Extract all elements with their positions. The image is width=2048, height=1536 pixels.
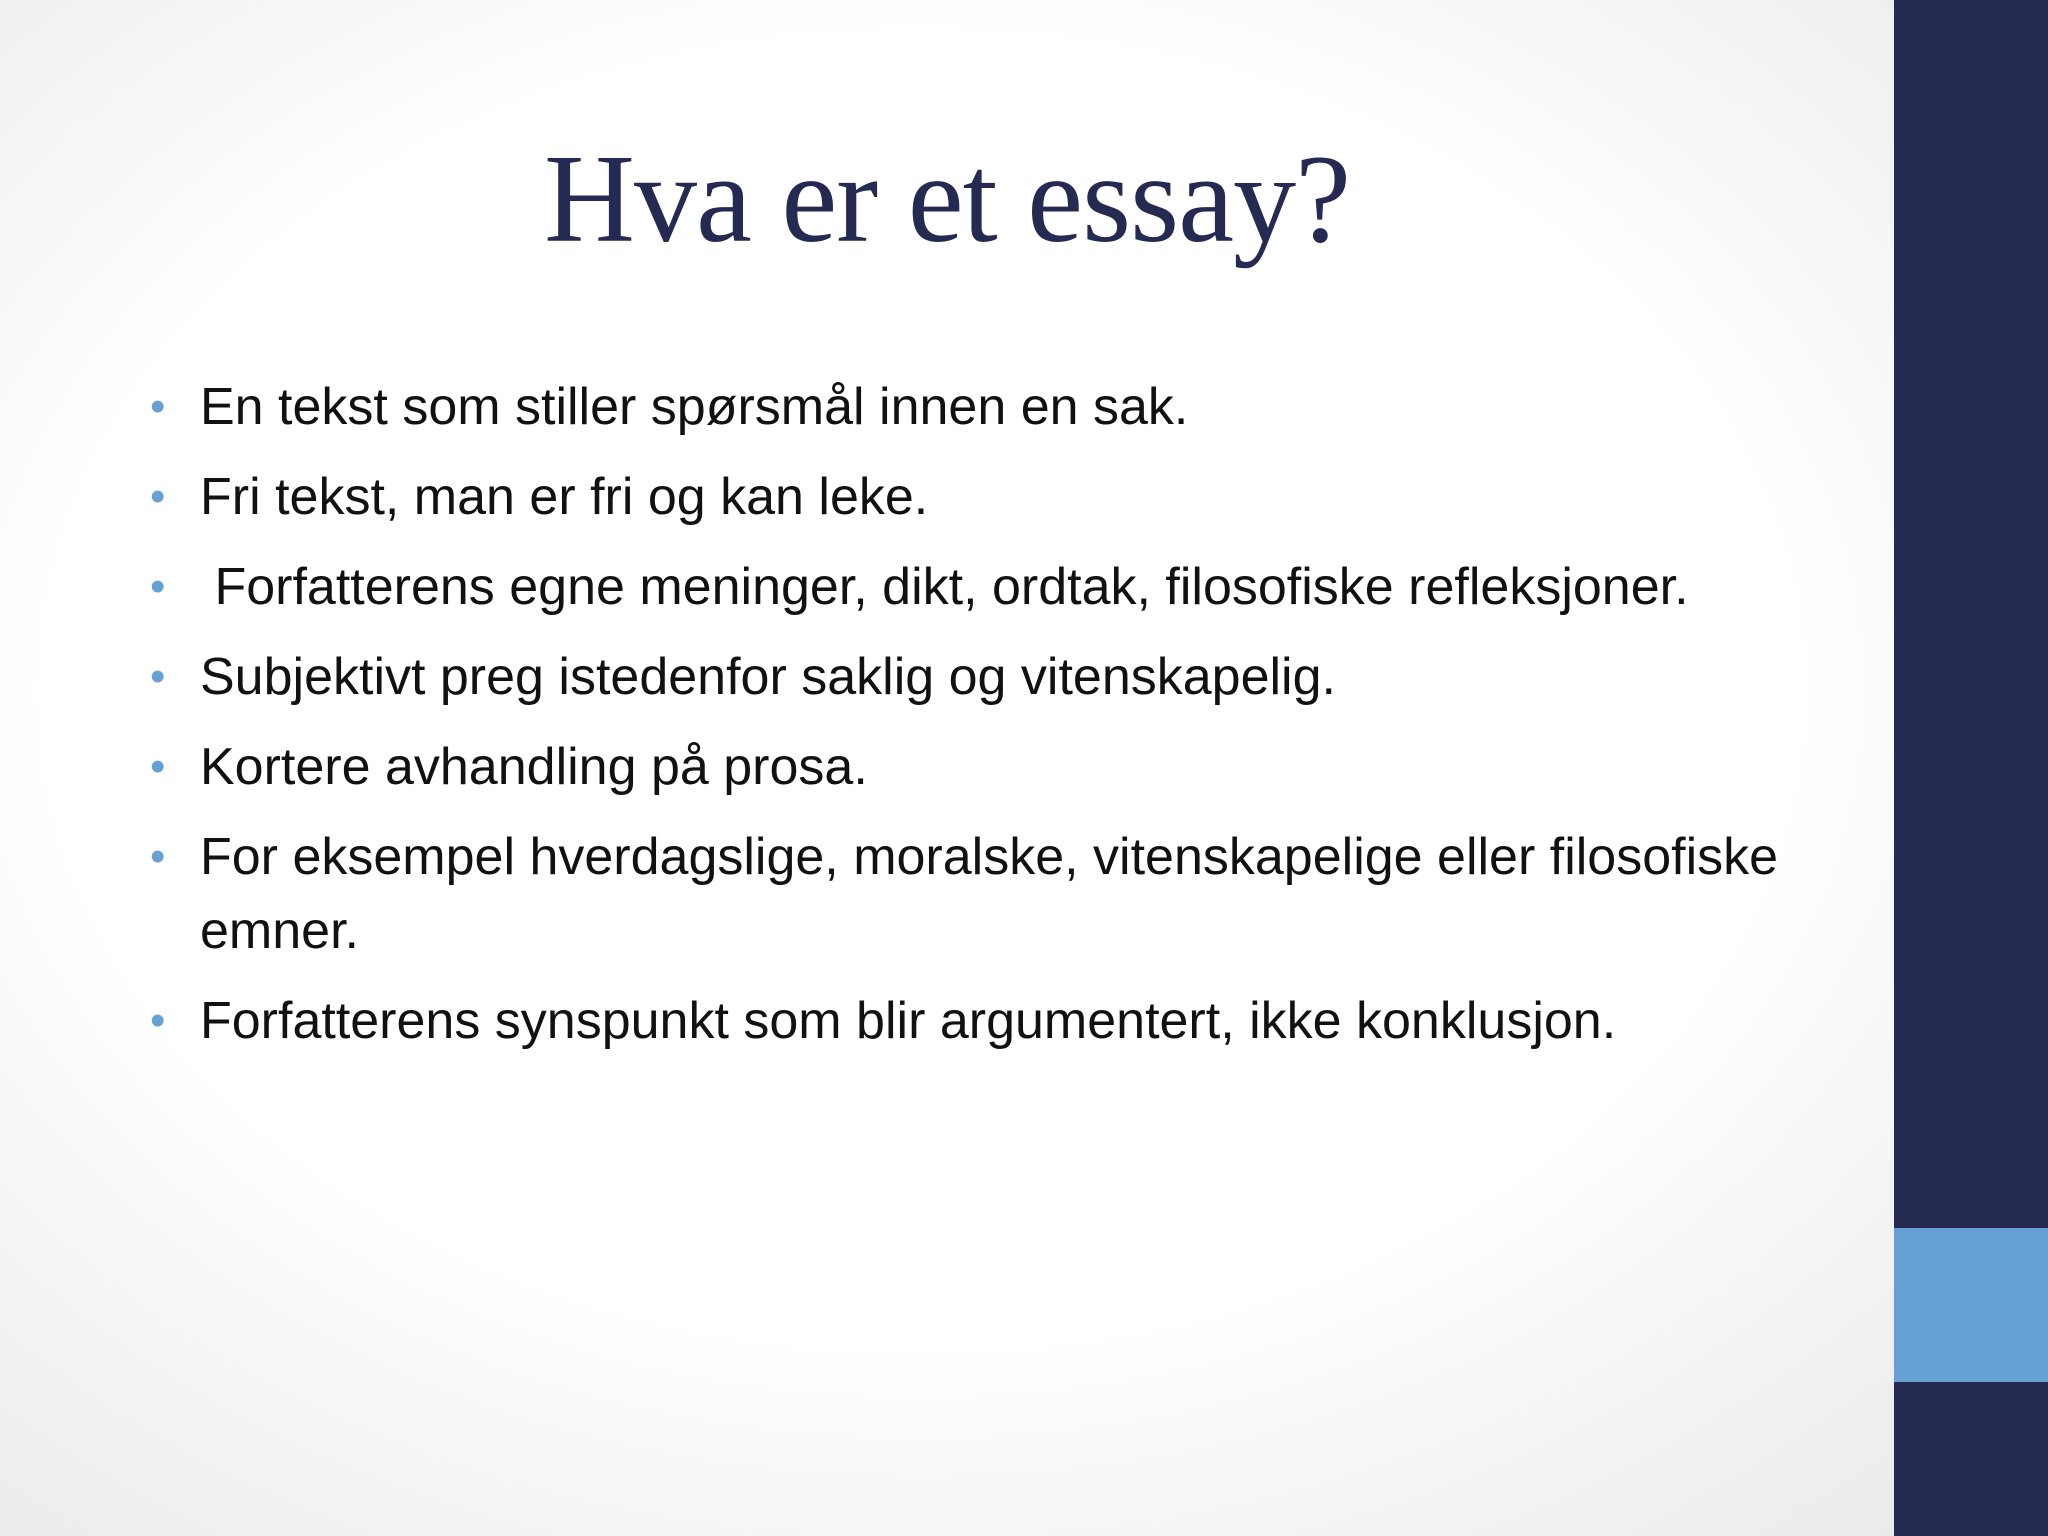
- bullet-item: [140, 550, 1860, 624]
- bullet-text: Subjektivt preg istedenfor saklig og vitenskapelig.: [200, 648, 1336, 706]
- bullet-text: Forfatterens synspunkt som blir argumentert, ikke konklusjon.: [200, 992, 1617, 1050]
- bullet-item: [140, 730, 1860, 804]
- bullet-item: [140, 640, 1860, 714]
- bullet-text: En tekst som stiller spørsmål innen en sak.: [200, 378, 1189, 436]
- bullet-dot-icon: •: [150, 652, 166, 701]
- bullet-item: [140, 370, 1860, 444]
- bullet-dot-icon: •: [150, 382, 166, 431]
- bullet-list: [140, 370, 1860, 1074]
- bullet-text: Fri tekst, man er fri og kan leke.: [200, 468, 929, 526]
- bullet-item: [140, 820, 1860, 968]
- bullet-item: [140, 460, 1860, 534]
- bullet-dot-icon: •: [150, 832, 166, 881]
- bullet-text: Kortere avhandling på prosa.: [200, 738, 868, 796]
- bullet-dot-icon: •: [150, 562, 166, 611]
- bullet-dot-icon: •: [150, 742, 166, 791]
- bullet-item: [140, 984, 1860, 1058]
- slide-title: Hva er et essay?: [543, 130, 1351, 269]
- decorative-sidebar-accent: [1894, 1228, 2048, 1382]
- bullet-dot-icon: •: [150, 472, 166, 521]
- bullet-text: For eksempel hverdagslige, moralske, vitenskapelige eller filosofiske emner.: [200, 828, 1779, 960]
- bullet-text: Forfatterens egne meninger, dikt, ordtak, filosofiske refleksjoner.: [200, 558, 1689, 616]
- bullet-dot-icon: •: [150, 996, 166, 1045]
